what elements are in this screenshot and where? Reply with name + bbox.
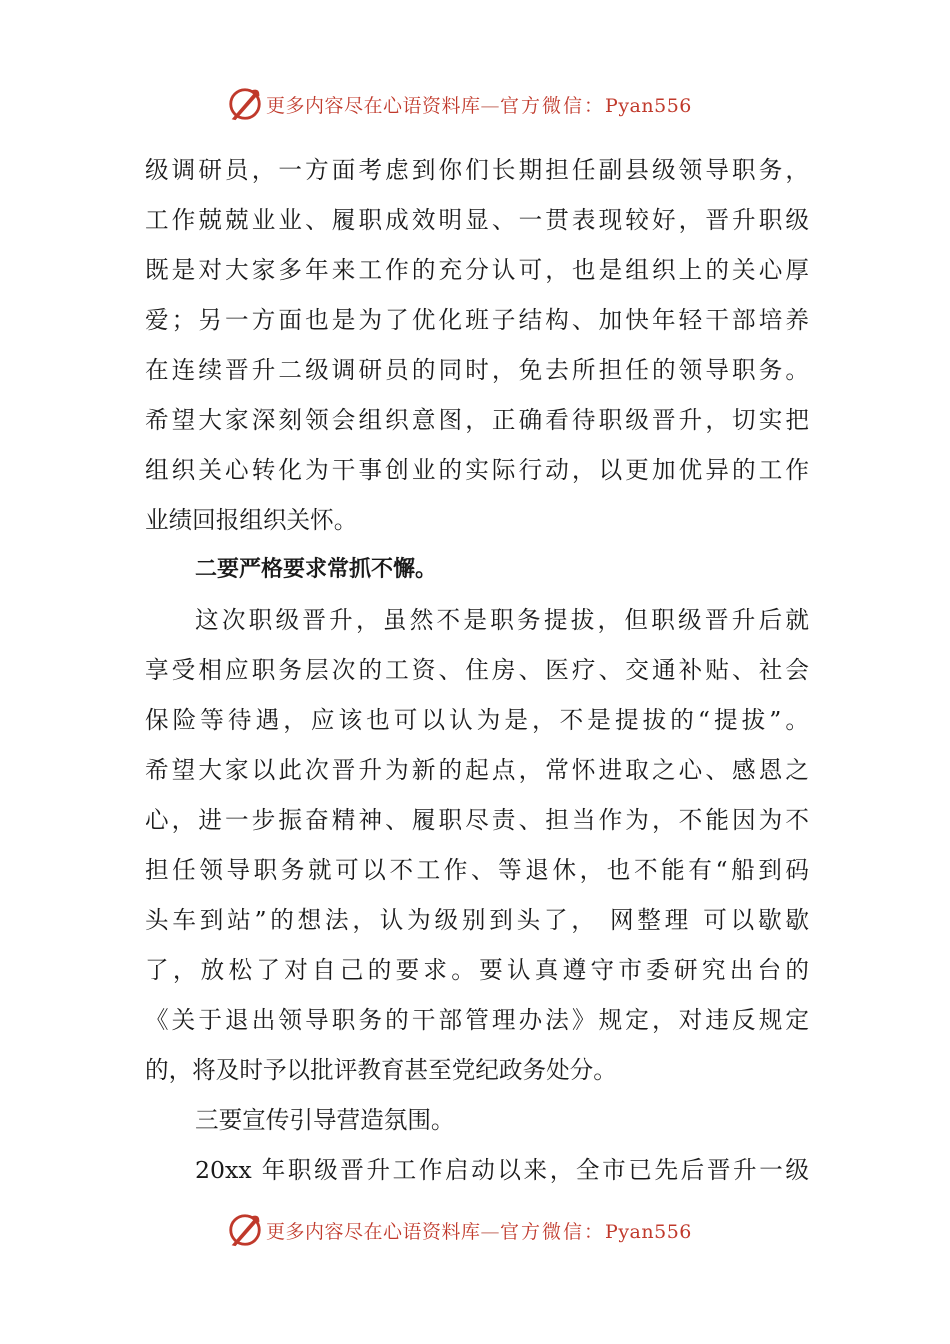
body-line: 心，进一步振奋精神、履职尽责、担当作为，不能因为不 (145, 806, 809, 834)
body-line: 希望大家深刻领会组织意图，正确看待职级晋升，切实把 (145, 406, 809, 434)
body-line: 担任领导职务就可以不工作、等退休，也不能有“船到码 (145, 856, 809, 884)
footer-watermark (226, 1210, 692, 1250)
wechat-id: Pyan556 (605, 1220, 692, 1243)
wechat-label: 官方微信： (500, 1220, 606, 1243)
body-line: 爱；另一方面也是为了优化班子结构、加快年轻干部培养 (145, 306, 809, 334)
quill-logo-icon (226, 1211, 264, 1249)
wechat-id: Pyan556 (605, 94, 692, 117)
body-line: 业绩回报组织关怀。 (145, 506, 358, 534)
body-line: 工作兢兢业业、履职成效明显、一贯表现较好，晋升职级 (145, 206, 809, 234)
body-line: 保险等待遇，应该也可以认为是，不是提拔的“提拔”。 (145, 706, 809, 734)
body-line: 享受相应职务层次的工资、住房、医疗、交通补贴、社会 (145, 656, 809, 684)
body-line: 既是对大家多年来工作的充分认可，也是组织上的关心厚 (145, 256, 809, 284)
body-line: 的，将及时予以批评教育甚至党纪政务处分。 (145, 1056, 617, 1084)
body-line: 级调研员，一方面考虑到你们长期担任副县级领导职务， (145, 156, 809, 184)
section-heading-2: 二要严格要求常抓不懈。 (195, 557, 438, 582)
document-body (145, 145, 809, 1195)
section-heading-3: 三要宣传引导营造氛围。 (195, 1106, 455, 1134)
body-line: 《关于退出领导职务的干部管理办法》规定，对违反规定 (145, 1006, 809, 1034)
body-line: 20xx 年职级晋升工作启动以来，全市已先后晋升一级 (195, 1156, 809, 1184)
body-line: 了，放松了对自己的要求。要认真遵守市委研究出台的 (145, 956, 809, 984)
body-line: 在连续晋升二级调研员的同时，免去所担任的领导职务。 (145, 356, 809, 384)
body-line: 希望大家以此次晋升为新的起点，常怀进取之心、感恩之 (145, 756, 809, 784)
quill-logo-icon (226, 85, 264, 123)
watermark-text: 更多内容尽在心语资料库 (266, 94, 481, 117)
body-line: 组织关心转化为干事创业的实际行动，以更加优异的工作 (145, 456, 809, 484)
watermark-separator: — (480, 1220, 501, 1243)
body-line: 这次职级晋升，虽然不是职务提拔，但职级晋升后就 (195, 606, 809, 634)
watermark-separator: — (480, 94, 501, 117)
header-watermark (226, 84, 692, 124)
body-line: 头车到站”的想法，认为级别到头了， 网整理 可以歇歇 (145, 906, 809, 934)
watermark-text: 更多内容尽在心语资料库 (266, 1220, 481, 1243)
wechat-label: 官方微信： (500, 94, 606, 117)
